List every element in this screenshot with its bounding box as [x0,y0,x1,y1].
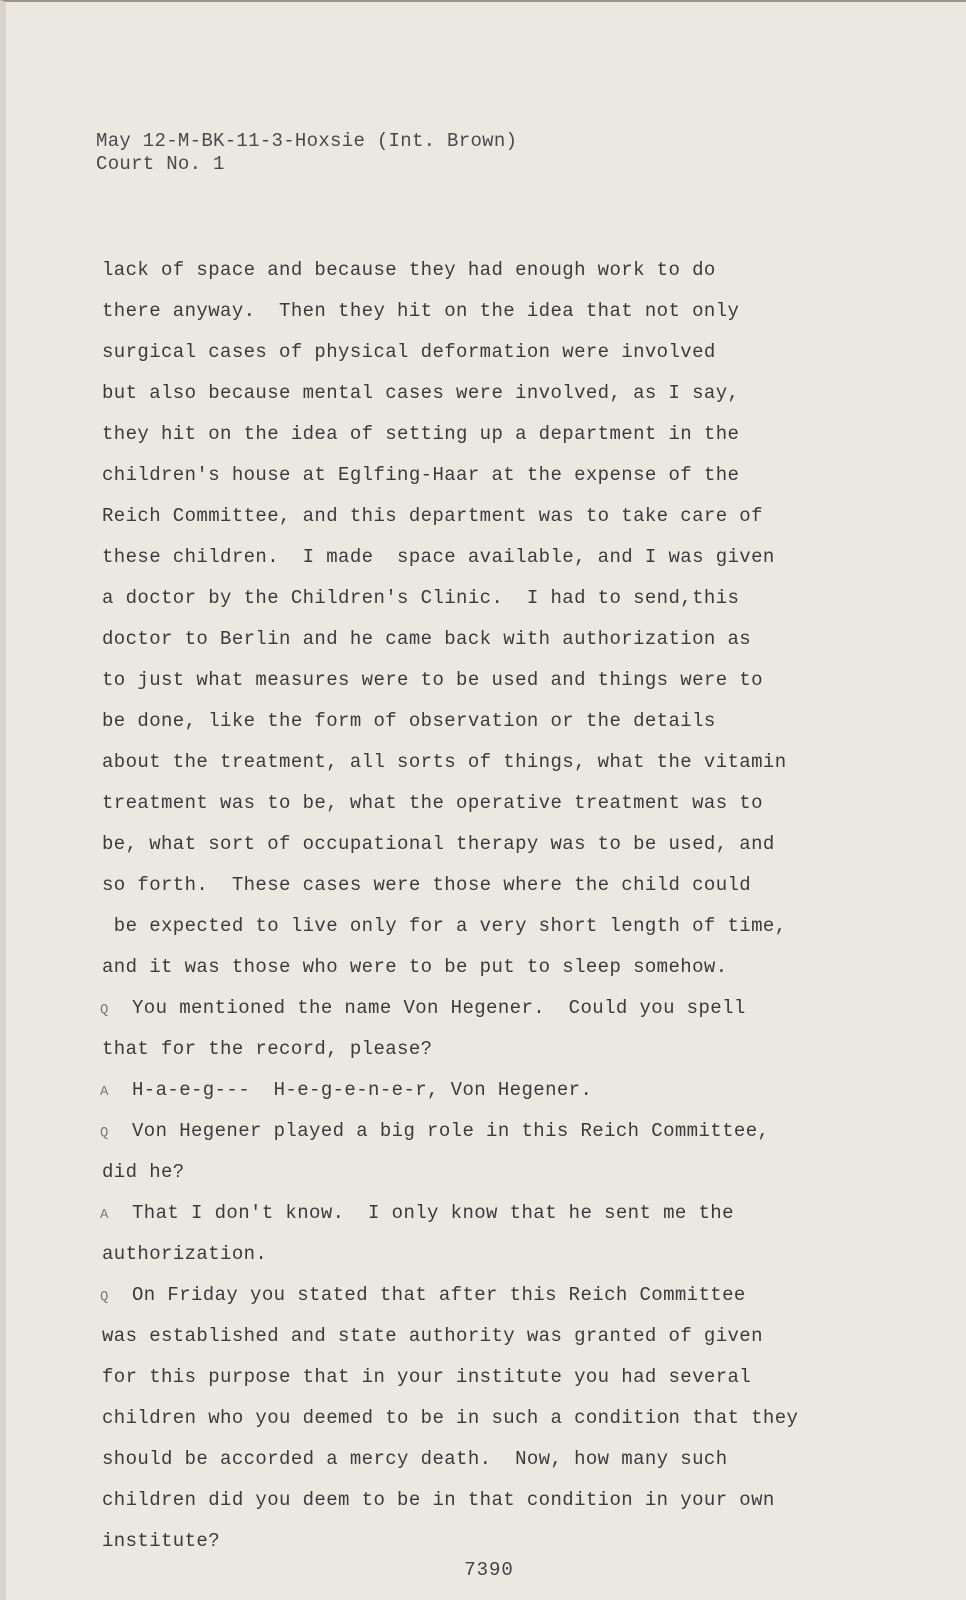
transcript-line [102,373,842,414]
transcript-body [102,250,842,1562]
transcript-line-text: should be accorded a mercy death. Now, how many such [102,1448,728,1470]
transcript-line [102,1521,842,1562]
transcript-line-text: be done, like the form of observation or the details [102,710,716,732]
transcript-line-text: You mentioned the name Von Hegener. Could you spell [132,997,746,1019]
transcript-line-text: On Friday you stated that after this Reich Committee [132,1284,746,1306]
transcript-line [102,250,842,291]
transcript-line-text: authorization. [102,1243,268,1265]
transcript-line [102,455,842,496]
transcript-line [102,291,842,332]
transcript-line [102,824,842,865]
transcript-line [102,619,842,660]
transcript-line-text: H-a-e-g--- H-e-g-e-n-e-r, Von Hegener. [132,1079,593,1101]
question-marker: Q [100,1125,109,1141]
transcript-line-text: surgical cases of physical deformation were involved [102,341,716,363]
transcript-line-text: and it was those who were to be put to sleep somehow. [102,956,728,978]
transcript-line [102,537,842,578]
document-header [96,130,517,176]
transcript-line [102,1275,842,1316]
transcript-line-text: children did you deem to be in that condition in your own [102,1489,775,1511]
transcript-line-text: Reich Committee, and this department was to take care of [102,505,763,527]
transcript-line [102,783,842,824]
transcript-line [102,1398,842,1439]
transcript-line [102,578,842,619]
transcript-line-text: be expected to live only for a very short length of time, [102,915,787,937]
transcript-line-text: did he? [102,1161,185,1183]
question-marker: Q [100,1002,109,1018]
transcript-line [102,1152,842,1193]
transcript-line-text: that for the record, please? [102,1038,433,1060]
transcript-line-text: for this purpose that in your institute you had several [102,1366,752,1388]
answer-marker: A [100,1207,109,1223]
transcript-line-text: there anyway. Then they hit on the idea that not only [102,300,740,322]
question-marker: Q [100,1289,109,1305]
transcript-line-text: these children. I made space available, and I was given [102,546,775,568]
transcript-line [102,660,842,701]
page-number: 7390 [464,1559,514,1581]
transcript-line-text: was established and state authority was granted of given [102,1325,763,1347]
transcript-line [102,1316,842,1357]
transcript-line [102,742,842,783]
transcript-line [102,1070,842,1111]
transcript-line-text: a doctor by the Children's Clinic. I had to send,this [102,587,740,609]
transcript-line [102,1357,842,1398]
transcript-line-text: to just what measures were to be used and things were to [102,669,763,691]
transcript-line [102,906,842,947]
transcript-line-text: so forth. These cases were those where the child could [102,874,752,896]
transcript-line-text: children's house at Eglfing-Haar at the expense of the [102,464,740,486]
transcript-line-text: about the treatment, all sorts of things, what the vitamin [102,751,787,773]
transcript-line [102,1193,842,1234]
transcript-line [102,414,842,455]
transcript-line-text: lack of space and because they had enough work to do [102,259,716,281]
transcript-line-text: but also because mental cases were involved, as I say, [102,382,740,404]
header-line-court: Court No. 1 [96,153,225,175]
transcript-line-text: Von Hegener played a big role in this Reich Committee, [132,1120,770,1142]
transcript-line-text: children who you deemed to be in such a condition that they [102,1407,799,1429]
transcript-line [102,1439,842,1480]
transcript-line [102,1111,842,1152]
transcript-line [102,988,842,1029]
transcript-line-text: treatment was to be, what the operative treatment was to [102,792,763,814]
transcript-line-text: be, what sort of occupational therapy was to be used, and [102,833,775,855]
transcript-line [102,701,842,742]
transcript-line-text: That I don't know. I only know that he sent me the [132,1202,734,1224]
transcript-line [102,1234,842,1275]
transcript-line-text: doctor to Berlin and he came back with authorization as [102,628,752,650]
transcript-line-text: institute? [102,1530,221,1552]
transcript-line [102,1480,842,1521]
transcript-line [102,865,842,906]
transcript-line [102,496,842,537]
transcript-line-text: they hit on the idea of setting up a department in the [102,423,740,445]
header-line-case: May 12-M-BK-11-3-Hoxsie (Int. Brown) [96,130,518,152]
transcript-line [102,1029,842,1070]
transcript-line [102,332,842,373]
answer-marker: A [100,1084,109,1100]
transcript-line [102,947,842,988]
